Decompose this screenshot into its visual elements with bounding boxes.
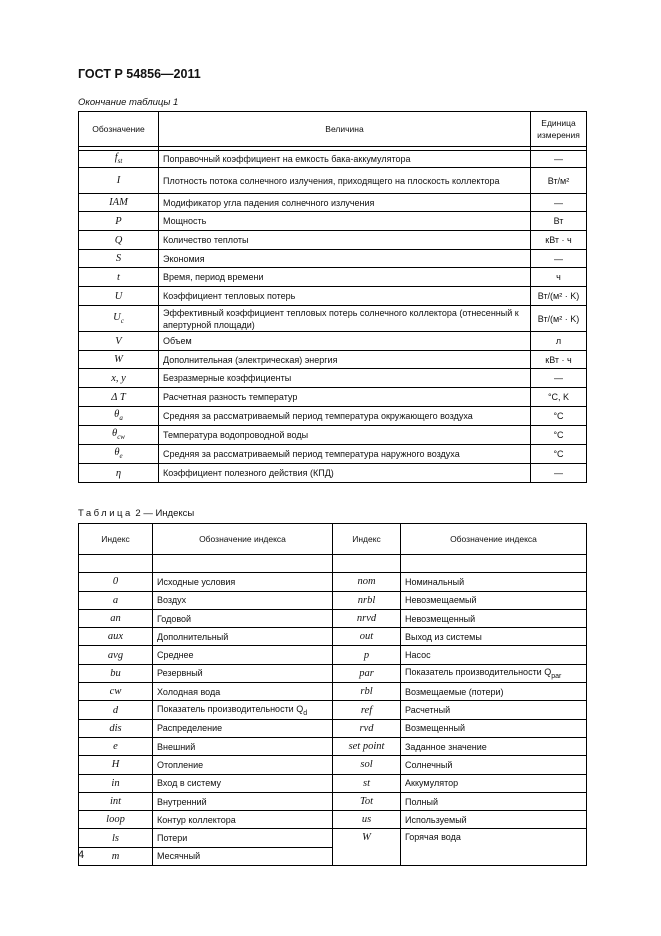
index-desc-text: Контур коллектора <box>157 814 236 825</box>
index-desc-text: Месячный <box>157 851 201 862</box>
index-cell: nrbl <box>333 591 401 609</box>
index-desc-cell <box>153 573 333 591</box>
index-desc-cell <box>153 829 333 847</box>
quantity-cell: Средняя за рассматриваемый период температура наружного воздуха <box>159 445 531 464</box>
index-desc-text: Выход из системы <box>405 631 482 642</box>
index-desc-cell: Горячая вода <box>401 829 587 866</box>
table2-header-index-left: Индекс <box>79 524 153 555</box>
index-desc-cell <box>153 737 333 755</box>
table2-row <box>79 792 587 810</box>
symbol-text: θ <box>114 447 120 459</box>
symbol-cell <box>79 388 159 407</box>
symbol-cell <box>79 212 159 231</box>
unit-cell: л <box>531 332 587 351</box>
symbol-subscript: cw <box>117 433 125 442</box>
index-desc-cell <box>153 701 333 719</box>
table2 <box>78 523 587 866</box>
symbol-cell <box>79 369 159 388</box>
unit-cell: Вт/(м² · K) <box>531 287 587 306</box>
index-desc-cell <box>401 811 587 829</box>
symbol-text: θ <box>114 409 120 421</box>
index-desc-cell <box>401 737 587 755</box>
table2-row <box>79 701 587 719</box>
index-cell: p <box>333 646 401 664</box>
table1-row <box>79 445 587 464</box>
table2-row <box>79 756 587 774</box>
index-cell: in <box>79 774 153 792</box>
table2-caption-label: Таблица <box>78 508 133 519</box>
index-desc-cell <box>153 609 333 627</box>
index-cell: ls <box>79 829 153 847</box>
table2-caption-rest: 2 — Индексы <box>135 508 195 519</box>
index-desc-cell <box>401 591 587 609</box>
unit-cell: — <box>531 194 587 212</box>
index-desc-text: Годовой <box>157 613 192 624</box>
index-cell: ref <box>333 701 401 719</box>
index-desc-text: Среднее <box>157 650 194 661</box>
symbol-cell <box>79 250 159 268</box>
table2-row <box>79 591 587 609</box>
index-desc-cell <box>153 847 333 865</box>
index-cell: us <box>333 811 401 829</box>
index-desc-text: Воздух <box>157 595 187 606</box>
table2-row <box>79 664 587 682</box>
table1-row <box>79 168 587 194</box>
table1-row <box>79 351 587 369</box>
index-desc-cell <box>153 664 333 682</box>
unit-cell: — <box>531 151 587 168</box>
index-cell: m <box>79 847 153 865</box>
unit-cell: кВт · ч <box>531 351 587 369</box>
symbol-cell <box>79 287 159 306</box>
index-cell: H <box>79 756 153 774</box>
symbol-subscript: e <box>119 452 123 461</box>
index-desc-cell <box>401 756 587 774</box>
index-desc-cell <box>401 719 587 737</box>
index-desc-subscript: d <box>303 709 308 717</box>
table1-caption: Окончание таблицы 1 <box>78 97 179 108</box>
index-cell: bu <box>79 664 153 682</box>
symbol-subscript: c <box>120 317 124 326</box>
symbol-cell <box>79 268 159 287</box>
quantity-cell: Экономия <box>159 250 531 268</box>
unit-cell: — <box>531 250 587 268</box>
index-desc-text: Внешний <box>157 741 196 752</box>
symbol-subscript: st <box>117 157 123 166</box>
symbol-cell <box>79 231 159 250</box>
quantity-cell: Расчетная разность температур <box>159 388 531 407</box>
index-cell: e <box>79 737 153 755</box>
index-desc-text: Расчетный <box>405 705 451 716</box>
table2-row <box>79 829 587 847</box>
table1-row <box>79 332 587 351</box>
symbol-text: S <box>115 253 122 264</box>
index-desc-cell <box>401 774 587 792</box>
index-cell: nrvd <box>333 609 401 627</box>
index-desc-cell <box>401 573 587 591</box>
quantity-cell: Объем <box>159 332 531 351</box>
index-desc-cell <box>401 701 587 719</box>
index-desc-cell <box>401 646 587 664</box>
quantity-cell: Количество теплоты <box>159 231 531 250</box>
symbol-text: P <box>115 215 122 227</box>
index-desc-cell <box>153 591 333 609</box>
quantity-cell: Коэффициент тепловых потерь <box>159 287 531 306</box>
table1-row <box>79 231 587 250</box>
symbol-text: U <box>113 311 121 323</box>
symbol-text: t <box>117 271 120 283</box>
index-desc-cell <box>153 683 333 701</box>
unit-cell: °C <box>531 426 587 445</box>
table1-row <box>79 268 587 287</box>
quantity-cell: Модификатор угла падения солнечного излучения <box>159 194 531 212</box>
index-desc-text: Невозмещаемый <box>405 595 477 606</box>
symbol-cell <box>79 306 159 332</box>
table1-row <box>79 212 587 231</box>
table2-row <box>79 609 587 627</box>
symbol-text: η <box>115 467 122 479</box>
index-desc-cell <box>153 756 333 774</box>
index-cell: Tot <box>333 792 401 810</box>
table1-row <box>79 151 587 168</box>
symbol-text: IAM <box>109 197 128 208</box>
table2-header-index-right: Индекс <box>333 524 401 555</box>
table1 <box>78 111 587 483</box>
index-desc-text: Показатель производительности Q <box>405 667 552 678</box>
index-cell: avg <box>79 646 153 664</box>
table2-caption <box>78 508 194 519</box>
index-desc-text: Холодная вода <box>157 686 221 697</box>
table2-row <box>79 683 587 701</box>
page-number: 4 <box>78 849 85 861</box>
quantity-cell: Эффективный коэффициент тепловых потерь солнечного коллектора (отнесенный к апертурной площади) <box>159 306 531 332</box>
index-desc-cell <box>401 683 587 701</box>
index-cell: aux <box>79 628 153 646</box>
table1-row <box>79 426 587 445</box>
index-cell: rbl <box>333 683 401 701</box>
index-cell: loop <box>79 811 153 829</box>
symbol-cell <box>79 464 159 483</box>
index-desc-text: Невозмещенный <box>405 613 476 624</box>
unit-cell: °C, K <box>531 388 587 407</box>
quantity-cell: Плотность потока солнечного излучения, приходящего на плоскость коллектора <box>159 168 531 194</box>
index-desc-text: Вход в систему <box>157 778 221 789</box>
index-desc-cell <box>153 628 333 646</box>
index-cell: st <box>333 774 401 792</box>
symbol-subscript: a <box>119 414 123 423</box>
symbol-cell <box>79 426 159 445</box>
index-desc-cell <box>401 664 587 682</box>
unit-cell: Вт/(м² · K) <box>531 306 587 332</box>
index-desc-subscript: par <box>551 672 562 680</box>
symbol-text: V <box>115 335 122 347</box>
table1-header-unit: Единица измерения <box>531 112 587 147</box>
index-desc-text: Возмещенный <box>405 723 465 734</box>
index-cell: set point <box>333 737 401 755</box>
index-desc-cell <box>153 774 333 792</box>
symbol-text: I <box>116 175 121 186</box>
index-desc-text: Аккумулятор <box>405 778 459 789</box>
index-cell: a <box>79 591 153 609</box>
symbol-cell <box>79 351 159 369</box>
table1-row <box>79 306 587 332</box>
index-cell: nom <box>333 573 401 591</box>
symbol-text: W <box>114 354 123 365</box>
table1-row <box>79 287 587 306</box>
table2-row <box>79 737 587 755</box>
document-header: ГОСТ Р 54856—2011 <box>78 67 201 81</box>
index-cell: an <box>79 609 153 627</box>
quantity-cell: Безразмерные коэффициенты <box>159 369 531 388</box>
unit-cell: °C <box>531 445 587 464</box>
index-cell: par <box>333 664 401 682</box>
table2-row <box>79 646 587 664</box>
index-desc-cell <box>153 646 333 664</box>
index-desc-text: Показатель производительности Q <box>157 703 304 714</box>
table1-row <box>79 369 587 388</box>
table1-row <box>79 250 587 268</box>
index-desc-text: Исходные условия <box>157 576 236 587</box>
unit-cell: кВт · ч <box>531 231 587 250</box>
table1-row <box>79 388 587 407</box>
index-desc-text: Отопление <box>157 759 204 770</box>
index-desc-text: Дополнительный <box>157 631 229 642</box>
symbol-text: Q <box>114 234 123 246</box>
table2-header-desc-left: Обозначение индекса <box>153 524 333 555</box>
unit-cell: — <box>531 369 587 388</box>
index-cell: rvd <box>333 719 401 737</box>
index-desc-text: Полный <box>405 796 438 807</box>
index-desc-text: Насос <box>405 650 431 661</box>
unit-cell: ч <box>531 268 587 287</box>
index-desc-text: Распределение <box>157 723 223 734</box>
table1-row <box>79 194 587 212</box>
index-desc-cell <box>401 609 587 627</box>
symbol-cell <box>79 445 159 464</box>
symbol-cell <box>79 168 159 194</box>
index-desc-cell <box>401 628 587 646</box>
symbol-text: U <box>114 290 123 302</box>
index-desc-cell <box>153 792 333 810</box>
index-desc-text: Заданное значение <box>405 741 487 752</box>
quantity-cell: Мощность <box>159 212 531 231</box>
table1-header-quantity: Величина <box>159 112 531 147</box>
index-desc-text: Солнечный <box>405 759 453 770</box>
index-desc-text: Резервный <box>157 668 203 679</box>
table1-row <box>79 464 587 483</box>
symbol-cell <box>79 407 159 426</box>
unit-cell: Вт/м² <box>531 168 587 194</box>
symbol-text: θ <box>112 428 118 440</box>
index-desc-cell <box>153 811 333 829</box>
index-cell: W <box>333 829 401 866</box>
index-desc-cell <box>153 719 333 737</box>
symbol-text: f <box>114 152 118 164</box>
index-desc-text: Номинальный <box>405 576 465 587</box>
symbol-cell <box>79 151 159 168</box>
unit-cell: Вт <box>531 212 587 231</box>
symbol-text: x, y <box>111 372 126 384</box>
table2-row <box>79 573 587 591</box>
index-desc-cell <box>401 792 587 810</box>
index-cell: cw <box>79 683 153 701</box>
quantity-cell: Температура водопроводной воды <box>159 426 531 445</box>
index-desc-text: Используемый <box>405 814 467 825</box>
table2-header-desc-right: Обозначение индекса <box>401 524 587 555</box>
index-desc-text: Возмещаемые (потери) <box>405 686 504 697</box>
table1-header-symbol: Обозначение <box>79 112 159 147</box>
index-cell: 0 <box>79 573 153 591</box>
table2-row <box>79 628 587 646</box>
table1-row <box>79 407 587 426</box>
table2-row <box>79 719 587 737</box>
index-desc-text: Потери <box>157 833 188 844</box>
quantity-cell: Время, период времени <box>159 268 531 287</box>
symbol-cell <box>79 194 159 212</box>
index-cell: int <box>79 792 153 810</box>
symbol-text: Δ T <box>111 391 126 403</box>
index-cell: out <box>333 628 401 646</box>
index-cell: d <box>79 701 153 719</box>
quantity-cell: Коэффициент полезного действия (КПД) <box>159 464 531 483</box>
quantity-cell: Дополнительная (электрическая) энергия <box>159 351 531 369</box>
unit-cell: — <box>531 464 587 483</box>
index-cell: dis <box>79 719 153 737</box>
index-desc-text: Внутренний <box>157 796 207 807</box>
quantity-cell: Средняя за рассматриваемый период температура окружающего воздуха <box>159 407 531 426</box>
index-cell: sol <box>333 756 401 774</box>
symbol-cell <box>79 332 159 351</box>
quantity-cell: Поправочный коэффициент на емкость бака-аккумулятора <box>159 151 531 168</box>
table2-row <box>79 774 587 792</box>
table2-row <box>79 811 587 829</box>
unit-cell: °C <box>531 407 587 426</box>
